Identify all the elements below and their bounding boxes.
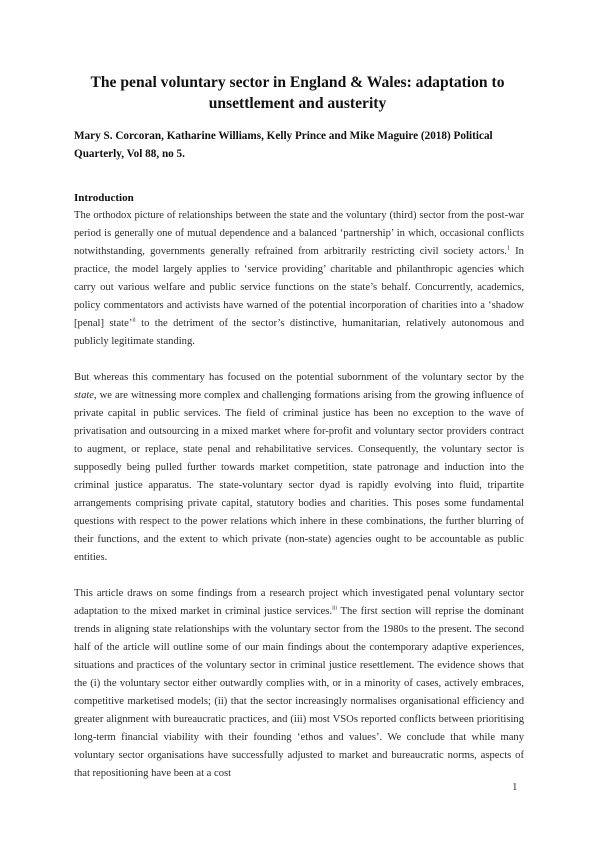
- paragraph-2-emphasis: state: [74, 390, 95, 401]
- footnote-marker-ii: ii: [132, 317, 136, 324]
- author-citation: Mary S. Corcoran, Katharine Williams, Kelly Prince and Mike Maguire (2018) Political Quarterly, Vol 88, no 5.: [74, 130, 493, 160]
- paragraph-1-text-b: In practice, the model largely applies to ‘service providing’ charitable and philanthropic agencies which carry out various welfare and public service functions on the state’s behalf. Concurrently, academics, policy commentators and activists have warned of the potential incorporation of charities into a ‘shadow [penal] state’: [74, 246, 524, 329]
- footnote-marker-i: 1: [506, 245, 510, 252]
- paper-title: The penal voluntary sector in England & Wales: adaptation to unsettlement and austerity: [90, 74, 505, 112]
- paragraph-2-text-a: But whereas this commentary has focused on the potential subornment of the voluntary sector by the: [74, 372, 524, 383]
- section-heading-introduction: Introduction: [74, 192, 134, 204]
- paragraph-3-text-a: This article draws on some findings from a research project which investigated penal voluntary sector adaptation to the mixed market in criminal justice services.: [74, 588, 524, 617]
- paragraph-1: [74, 207, 524, 351]
- page-number: 1: [512, 781, 518, 793]
- paragraph-2: [74, 369, 524, 567]
- paragraph-1-text-a: The orthodox picture of relationships between the state and the voluntary (third) sector from the post-war period is generally one of mutual dependence and a balanced ‘partnership’ in which, occasional conflicts notwithstanding, governments generally refrained from arbitrarily restricting civil society actors.: [74, 210, 524, 257]
- paragraph-1-text-c: to the detriment of the sector’s distinctive, humanitarian, relatively autonomous and publicly legitimate standing.: [74, 318, 524, 347]
- paragraph-3: [74, 585, 524, 783]
- paragraph-2-text-b: , we are witnessing more complex and challenging formations arising from the growing influence of private capital in public services. The field of criminal justice has been no exception to the wave of privatisation and outsourcing in a mixed market where for-profit and voluntary sector providers contract to augment, or replace, state penal and rehabilitative services. Consequently, the voluntary sector is supposedly being pulled further towards market competition, state patronage and induction into the criminal justice apparatus. The state-voluntary sector dyad is rapidly evolving into fluid, tripartite arrangements comprising private capital, statutory bodies and charities. This poses some fundamental questions with respect to the power relations which inhere in these combinations, the further blurring of their functions, and the extent to which private (non-state) agencies ought to be accountable as public entities.: [74, 390, 524, 563]
- article-body: [74, 189, 524, 783]
- paragraph-3-text-b: The first section will reprise the dominant trends in aligning state relationships with the voluntary sector from the 1980s to the present. The second half of the article will outline some of our main findings about the contemporary adaptive experiences, situations and practices of the voluntary sector in criminal justice resettlement. The evidence shows that the (i) the voluntary sector either outwardly complies with, or in a minority of cases, actively embraces, competitive marketised models; (ii) that the sector increasingly normalises organisational efficiency and greater alignment with bureaucratic practices, and (iii) most VSOs reported conflicts between prioritising long-term financial viability with their founding ‘ethos and values’. We conclude that while many voluntary sector organisations have successfully adjusted to market and bureaucratic norms, aspects of that repositioning have been at a cost: [74, 606, 524, 779]
- footnote-marker-iii: iii: [332, 605, 338, 612]
